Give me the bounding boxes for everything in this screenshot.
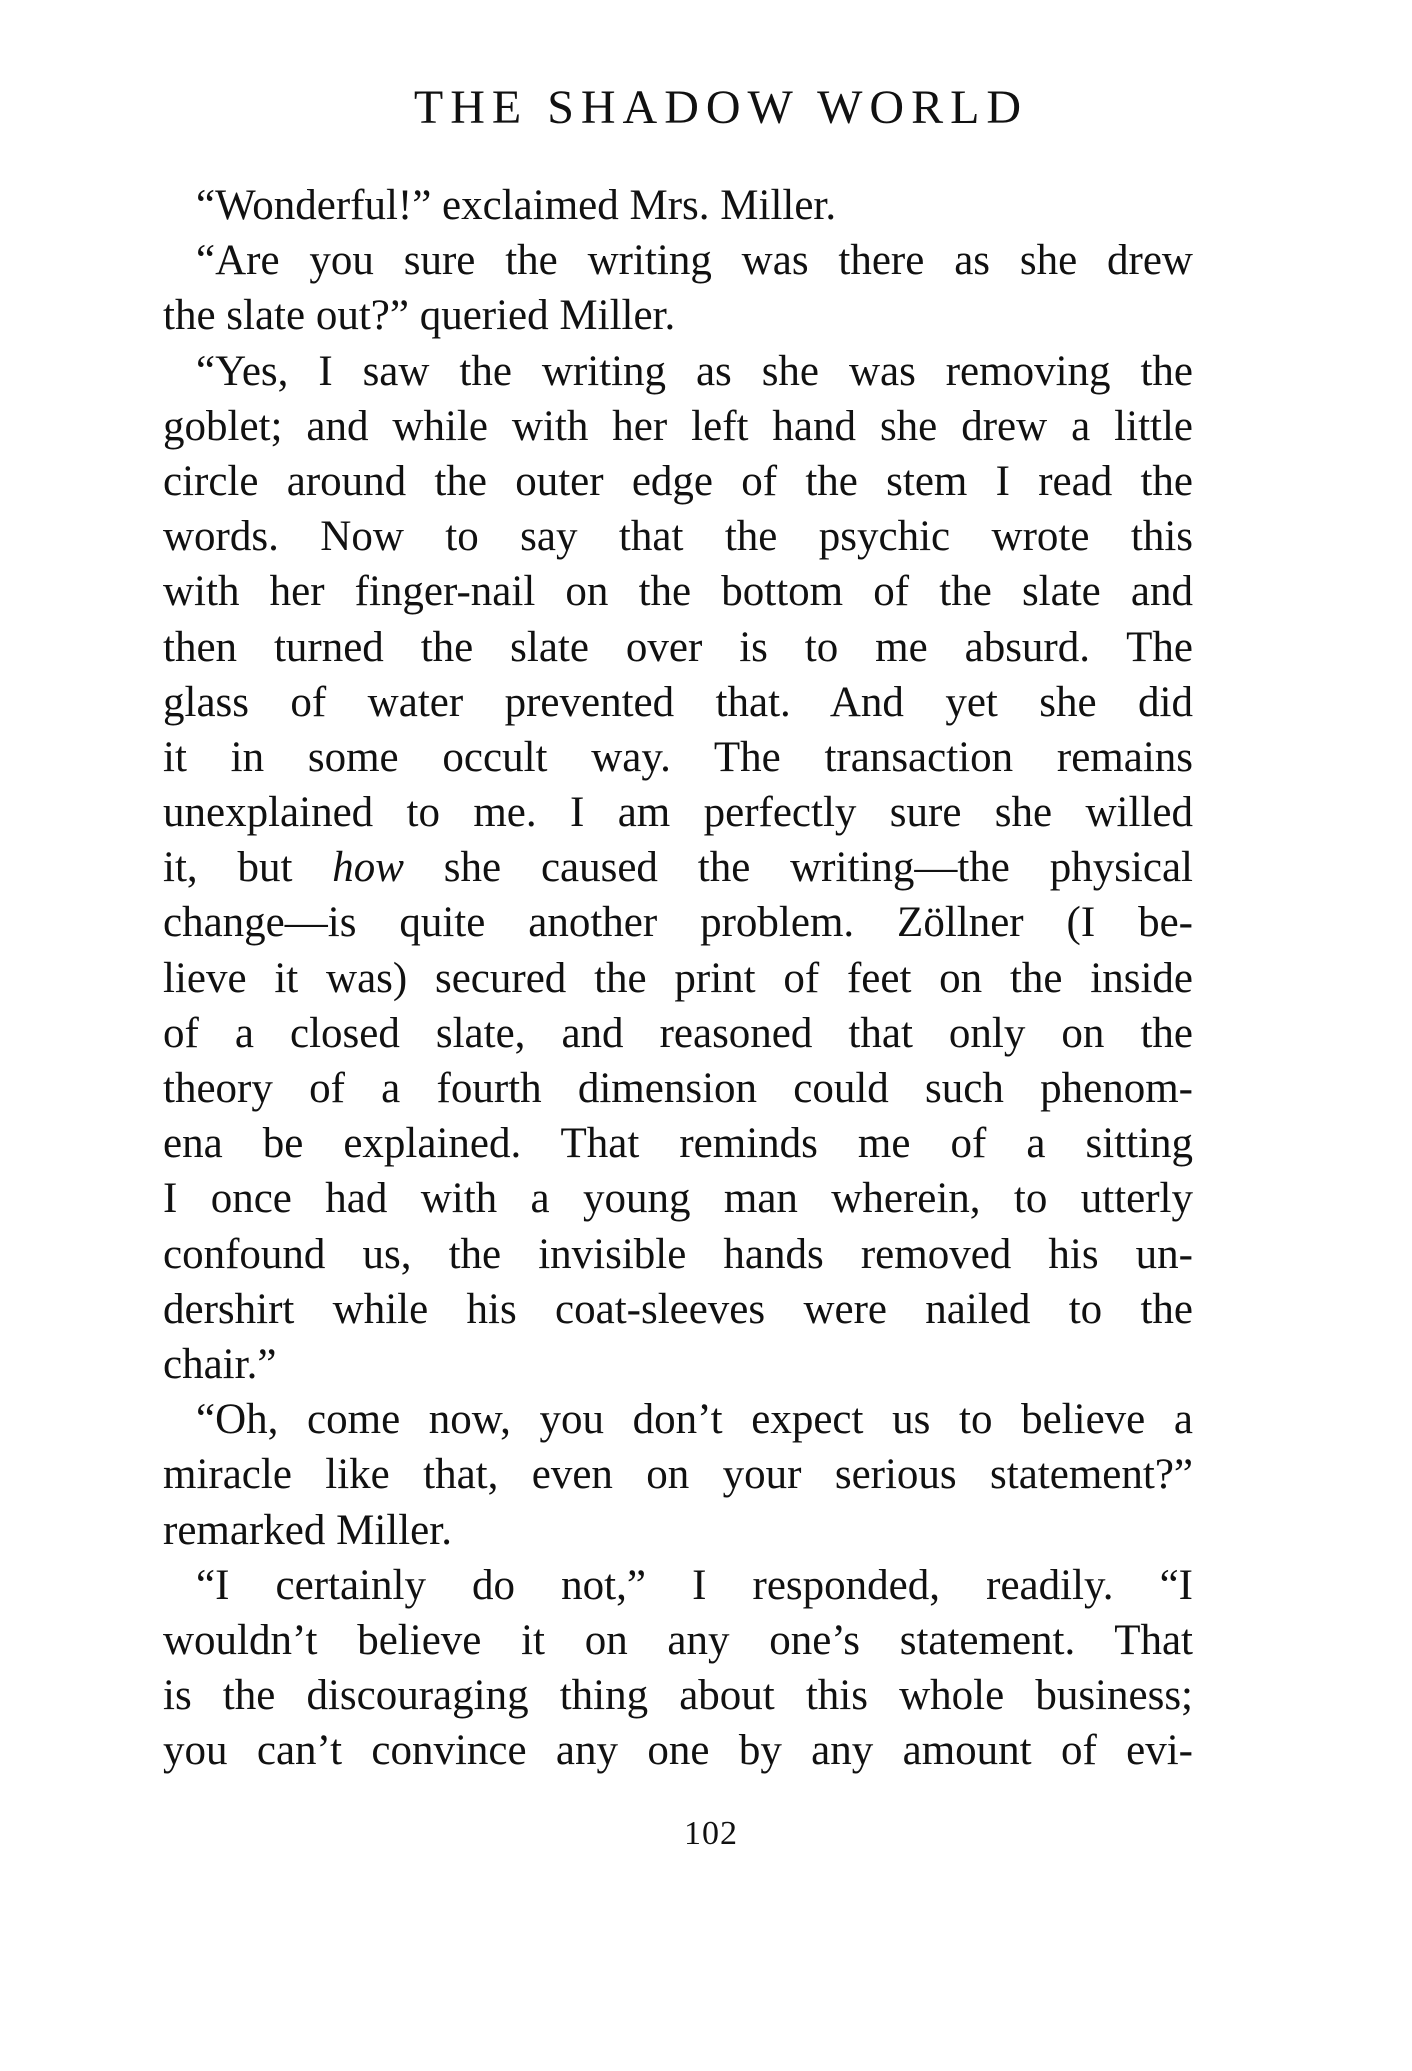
- text-line: circle around the outer edge of the stem I read the: [163, 457, 1193, 505]
- text-line: I once had with a young man wherein, to utterly: [163, 1175, 1193, 1223]
- text-line: of a closed slate, and reasoned that only on the: [163, 1009, 1193, 1057]
- text-line: remarked Miller.: [163, 1506, 452, 1554]
- page-number: 102: [684, 1815, 738, 1852]
- text-line: the slate out?” queried Miller.: [163, 292, 676, 340]
- text-line: “Oh, come now, you don’t expect us to believe a: [196, 1396, 1193, 1444]
- text-span: she caused the writing—the physical: [403, 844, 1194, 892]
- text-line: is the discouraging thing about this whole business;: [163, 1672, 1193, 1720]
- text-line: change—is quite another problem. Zöllner (I be-: [163, 899, 1193, 947]
- text-line: [163, 840, 1193, 895]
- running-head: THE SHADOW WORLD: [413, 81, 1029, 134]
- text-line: you can’t convince any one by any amount of evi-: [163, 1727, 1193, 1775]
- text-line: ena be explained. That reminds me of a sitting: [163, 1120, 1193, 1168]
- text-line: goblet; and while with her left hand she drew a little: [163, 402, 1193, 450]
- text-line: “I certainly do not,” I responded, readily. “I: [196, 1561, 1193, 1609]
- text-line: glass of water prevented that. And yet she did: [163, 678, 1193, 726]
- text-line: miracle like that, even on your serious statement?”: [163, 1451, 1193, 1499]
- text-line: lieve it was) secured the print of feet on the inside: [163, 954, 1193, 1002]
- text-line: confound us, the invisible hands removed his un-: [163, 1230, 1193, 1278]
- text-line: wouldn’t believe it on any one’s statement. That: [163, 1616, 1193, 1664]
- text-line: “Wonderful!” exclaimed Mrs. Miller.: [196, 182, 837, 229]
- text-line: words. Now to say that the psychic wrote this: [163, 513, 1193, 561]
- body-text: [163, 178, 1193, 1778]
- text-line: then turned the slate over is to me absurd. The: [163, 623, 1193, 671]
- text-line: “Yes, I saw the writing as she was removing the: [196, 347, 1193, 395]
- text-line: dershirt while his coat-sleeves were nailed to the: [163, 1285, 1193, 1333]
- text-line: with her finger-nail on the bottom of the slate and: [163, 568, 1193, 616]
- text-line: it in some occult way. The transaction remains: [163, 733, 1193, 781]
- text-line: unexplained to me. I am perfectly sure she willed: [163, 789, 1193, 837]
- text-line: chair.”: [163, 1340, 277, 1388]
- text-line: theory of a fourth dimension could such phenom-: [163, 1065, 1193, 1112]
- text-line: “Are you sure the writing was there as she drew: [196, 237, 1193, 285]
- text-span: it, but: [163, 844, 333, 892]
- italic-emphasis: how: [332, 844, 404, 892]
